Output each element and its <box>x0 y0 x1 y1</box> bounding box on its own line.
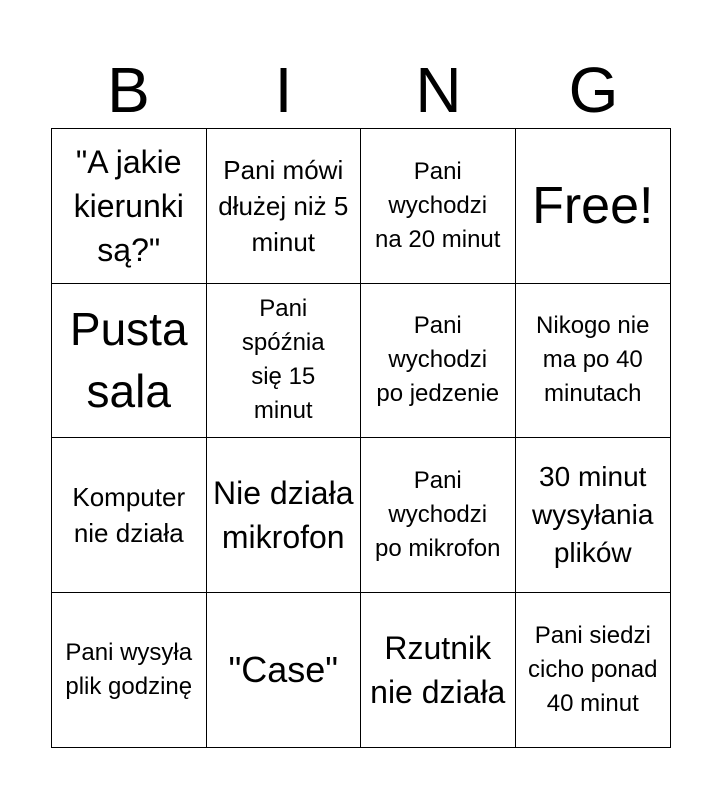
bingo-cell[interactable] <box>361 438 516 593</box>
cell-text: Nikogo nie ma po 40 minutach <box>536 312 650 408</box>
cell-text: Komputer nie działa <box>72 481 186 548</box>
cell-text: Nie działa mikrofon <box>212 474 354 555</box>
header-letter-i: I <box>274 54 293 126</box>
bingo-cell[interactable] <box>516 284 671 439</box>
bingo-cell[interactable] <box>52 593 207 748</box>
bingo-cell[interactable] <box>516 438 671 593</box>
bingo-cell[interactable] <box>361 593 516 748</box>
cell-text: Pani wysyła plik godzinę <box>65 638 193 700</box>
cell-text: Pani siedzi cicho ponad 40 minut <box>528 621 658 717</box>
bingo-grid <box>51 128 671 748</box>
cell-text: Pani mówi dłużej niż 5 minut <box>218 154 349 257</box>
bingo-cell[interactable] <box>52 438 207 593</box>
bingo-cell-free[interactable] <box>516 129 671 284</box>
cell-text: "Case" <box>228 648 339 690</box>
cell-text: Pusta sala <box>69 303 188 418</box>
header-letter-b: B <box>107 54 150 126</box>
bingo-header <box>51 52 671 128</box>
bingo-cell[interactable] <box>52 284 207 439</box>
header-letter-g: G <box>568 54 619 126</box>
bingo-cell[interactable] <box>52 129 207 284</box>
bingo-cell[interactable] <box>516 593 671 748</box>
cell-text: 30 minut wysyłania plików <box>532 460 654 568</box>
cell-text: Pani wychodzi na 20 minut <box>375 157 501 253</box>
cell-text: Pani wychodzi po mikrofon <box>375 466 501 562</box>
bingo-cell[interactable] <box>207 438 362 593</box>
cell-text: Pani wychodzi po jedzenie <box>376 312 500 408</box>
bingo-cell[interactable] <box>207 129 362 284</box>
cell-text: "A jakie kierunki są?" <box>73 143 184 268</box>
bingo-cell[interactable] <box>207 593 362 748</box>
header-letter-n: N <box>415 54 462 126</box>
cell-text: Free! <box>532 176 654 235</box>
bingo-cell[interactable] <box>361 129 516 284</box>
cell-text: Pani spóźnia się 15 minut <box>241 295 325 425</box>
bingo-cell[interactable] <box>361 284 516 439</box>
cell-text: Rzutnik nie działa <box>370 629 506 710</box>
bingo-cell[interactable] <box>207 284 362 439</box>
